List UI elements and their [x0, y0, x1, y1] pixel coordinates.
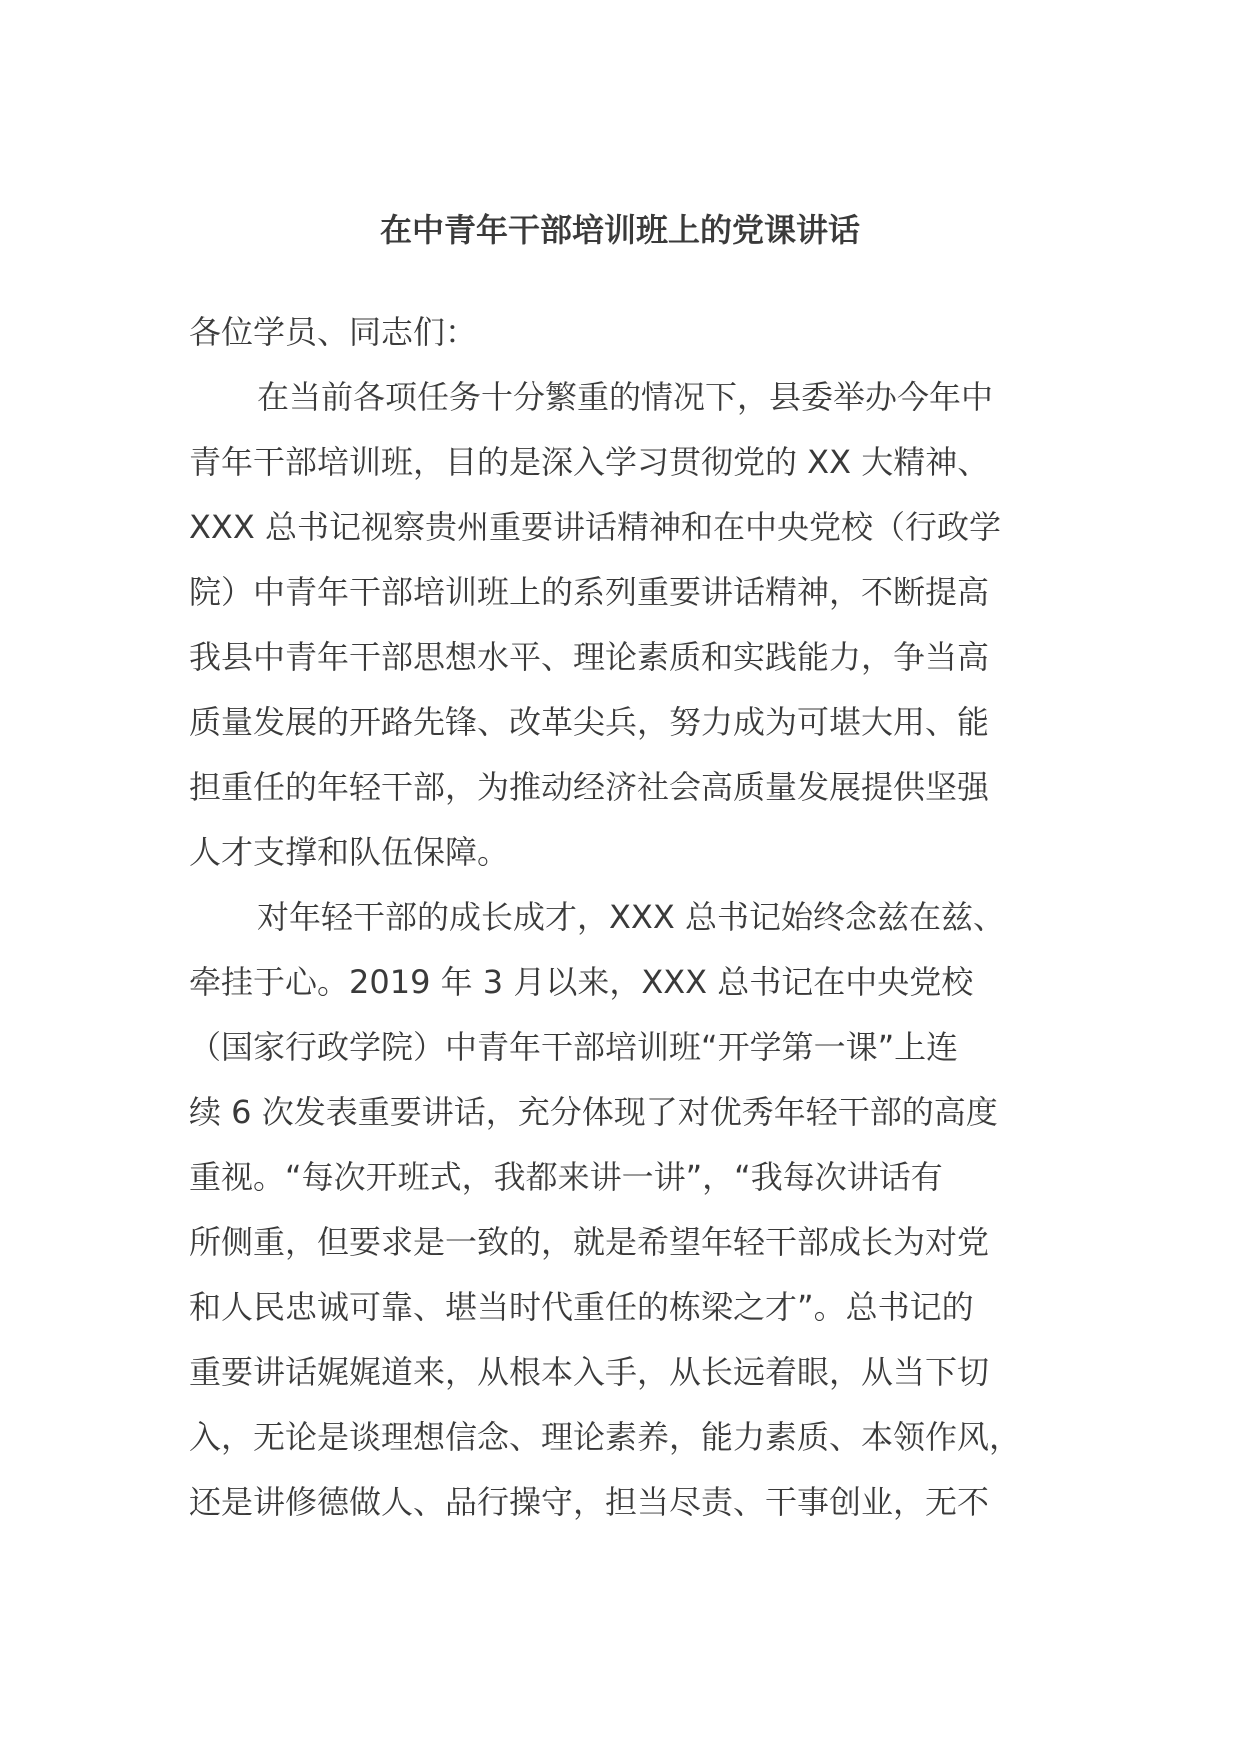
text-line: 入，无论是谈理想信念、理论素养，能力素质、本领作风， [189, 1418, 1022, 1456]
text-line: 对年轻干部的成长成才，XXX 总书记始终念兹在兹、 [257, 898, 1005, 936]
text-line: 我县中青年干部思想水平、理论素质和实践能力，争当高 [189, 638, 990, 676]
text-line: 还是讲修德做人、品行操守，担当尽责、干事创业，无不 [189, 1483, 990, 1521]
text-line: XXX 总书记视察贵州重要讲话精神和在中央党校（行政学 [189, 508, 1001, 546]
text-line: 各位学员、同志们： [189, 313, 478, 351]
document-body [189, 300, 1069, 1535]
text-line: 担重任的年轻干部，为推动经济社会高质量发展提供坚强 [189, 768, 990, 806]
text-line: 人才支撑和队伍保障。 [189, 833, 510, 871]
text-line: 和人民忠诚可靠、堪当时代重任的栋梁之才”。总书记的 [189, 1288, 974, 1326]
text-line: 牵挂于心。2019 年 3 月以来，XXX 总书记在中央党校 [189, 963, 974, 1001]
text-line: 质量发展的开路先锋、改革尖兵，努力成为可堪大用、能 [189, 703, 990, 741]
text-line: 重视。“每次开班式，我都来讲一讲”，“我每次讲话有 [189, 1158, 943, 1196]
text-line: 续 6 次发表重要讲话，充分体现了对优秀年轻干部的高度 [189, 1093, 998, 1131]
text-line: 在当前各项任务十分繁重的情况下，县委举办今年中 [257, 378, 994, 416]
text-line: 院）中青年干部培训班上的系列重要讲话精神，不断提高 [189, 573, 990, 611]
text-line: （国家行政学院）中青年干部培训班“开学第一课”上连 [189, 1028, 959, 1066]
text-line: 青年干部培训班，目的是深入学习贯彻党的 XX 大精神、 [189, 443, 990, 481]
document-title: 在中青年干部培训班上的党课讲话 [379, 211, 860, 249]
text-line: 重要讲话娓娓道来，从根本入手，从长远着眼，从当下切 [189, 1353, 990, 1391]
text-line: 所侧重，但要求是一致的，就是希望年轻干部成长为对党 [189, 1223, 990, 1261]
